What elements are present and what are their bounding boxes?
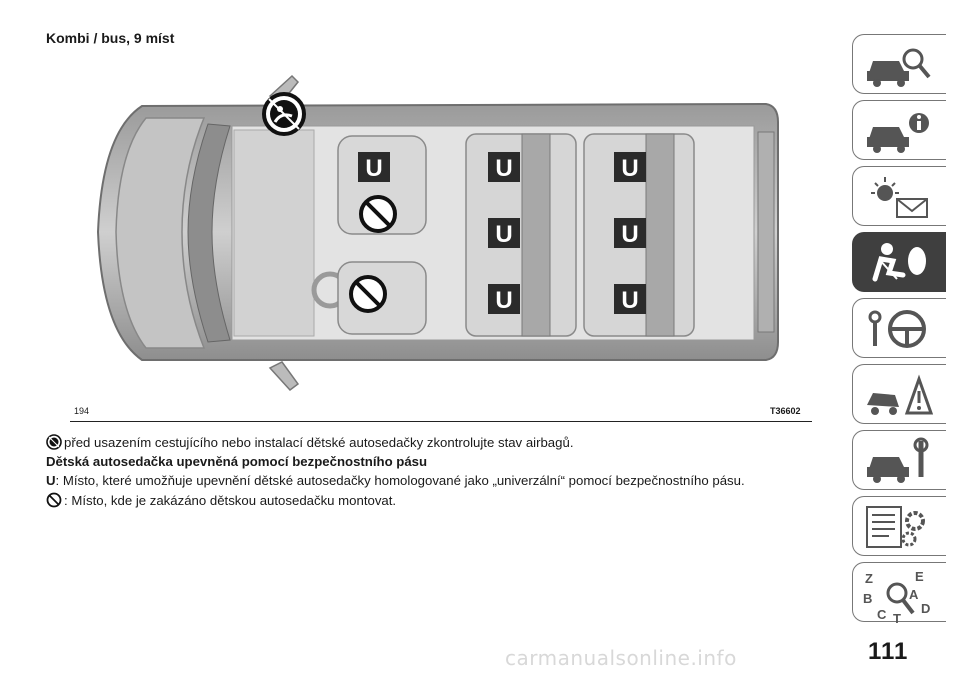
svg-text:Z: Z (865, 571, 873, 586)
seat-u-marker (488, 152, 520, 182)
tab-car-info[interactable] (852, 100, 946, 160)
seat-u-marker (614, 284, 646, 314)
specs-gears-icon (863, 503, 933, 551)
airbag-warning-icon (264, 94, 304, 134)
figure-divider (70, 421, 812, 422)
tab-specifications[interactable] (852, 496, 946, 556)
airbag-warning-icon (46, 434, 62, 450)
tab-maintenance[interactable] (852, 430, 946, 490)
seat-u-marker (488, 284, 520, 314)
svg-text:U: U (621, 221, 639, 248)
forbidden-description: : Místo, kde je zakázáno dětskou autosedačku montovat. (64, 493, 397, 508)
car-wrench-icon (863, 437, 933, 485)
svg-text:C: C (877, 607, 887, 622)
section-title: Dětská autosedačka upevněná pomocí bezpečnostního pásu (46, 454, 428, 469)
forbidden-legend (46, 492, 396, 510)
tab-safety[interactable] (852, 232, 946, 292)
svg-text:U: U (365, 155, 383, 182)
figure-number: 194 (74, 406, 90, 416)
u-key: U (46, 473, 56, 488)
seat-u-marker (614, 152, 646, 182)
svg-text:U: U (621, 155, 639, 182)
svg-text:E: E (915, 569, 924, 584)
car-emergency-icon (863, 371, 933, 419)
svg-text:A: A (909, 587, 919, 602)
u-legend (46, 472, 745, 490)
car-info-icon (863, 107, 933, 155)
svg-text:U: U (495, 287, 513, 314)
svg-text:U: U (495, 155, 513, 182)
tab-steering-key[interactable] (852, 298, 946, 358)
svg-text:T: T (893, 611, 901, 623)
warning-lights-icon (863, 173, 933, 221)
tab-index[interactable] (852, 562, 946, 622)
seat-u-marker (358, 152, 390, 182)
steering-key-icon (863, 305, 933, 353)
index-search-icon (863, 569, 937, 623)
page-number: 111 (868, 638, 909, 665)
u-description: : Místo, které umožňuje upevnění dětské autosedačky homologované jako „univerzální“ pomocí bezpečnostního pásu. (55, 473, 745, 488)
airbag-note (46, 434, 573, 452)
seat-u-marker (614, 218, 646, 248)
tab-emergency[interactable] (852, 364, 946, 424)
watermark: carmanualsonline.info (505, 646, 737, 670)
car-search-icon (863, 41, 933, 89)
vehicle-seat-diagram (62, 72, 822, 422)
airbag-note-text: před usazením cestujícího nebo instalací dětské autosedačky zkontrolujte stav airbagů. (64, 435, 574, 450)
forbidden-icon (361, 197, 395, 231)
svg-text:U: U (495, 221, 513, 248)
svg-text:B: B (863, 591, 873, 606)
svg-text:U: U (621, 287, 639, 314)
forbidden-icon (46, 492, 62, 508)
tab-warning-lights[interactable] (852, 166, 946, 226)
figure-code: T36602 (770, 406, 801, 416)
forbidden-icon (351, 277, 385, 311)
seat-u-marker (488, 218, 520, 248)
tab-car-search[interactable] (852, 34, 946, 94)
airbag-passenger-icon (863, 239, 933, 287)
svg-text:D: D (921, 601, 931, 616)
page-heading: Kombi / bus, 9 míst (46, 30, 175, 46)
